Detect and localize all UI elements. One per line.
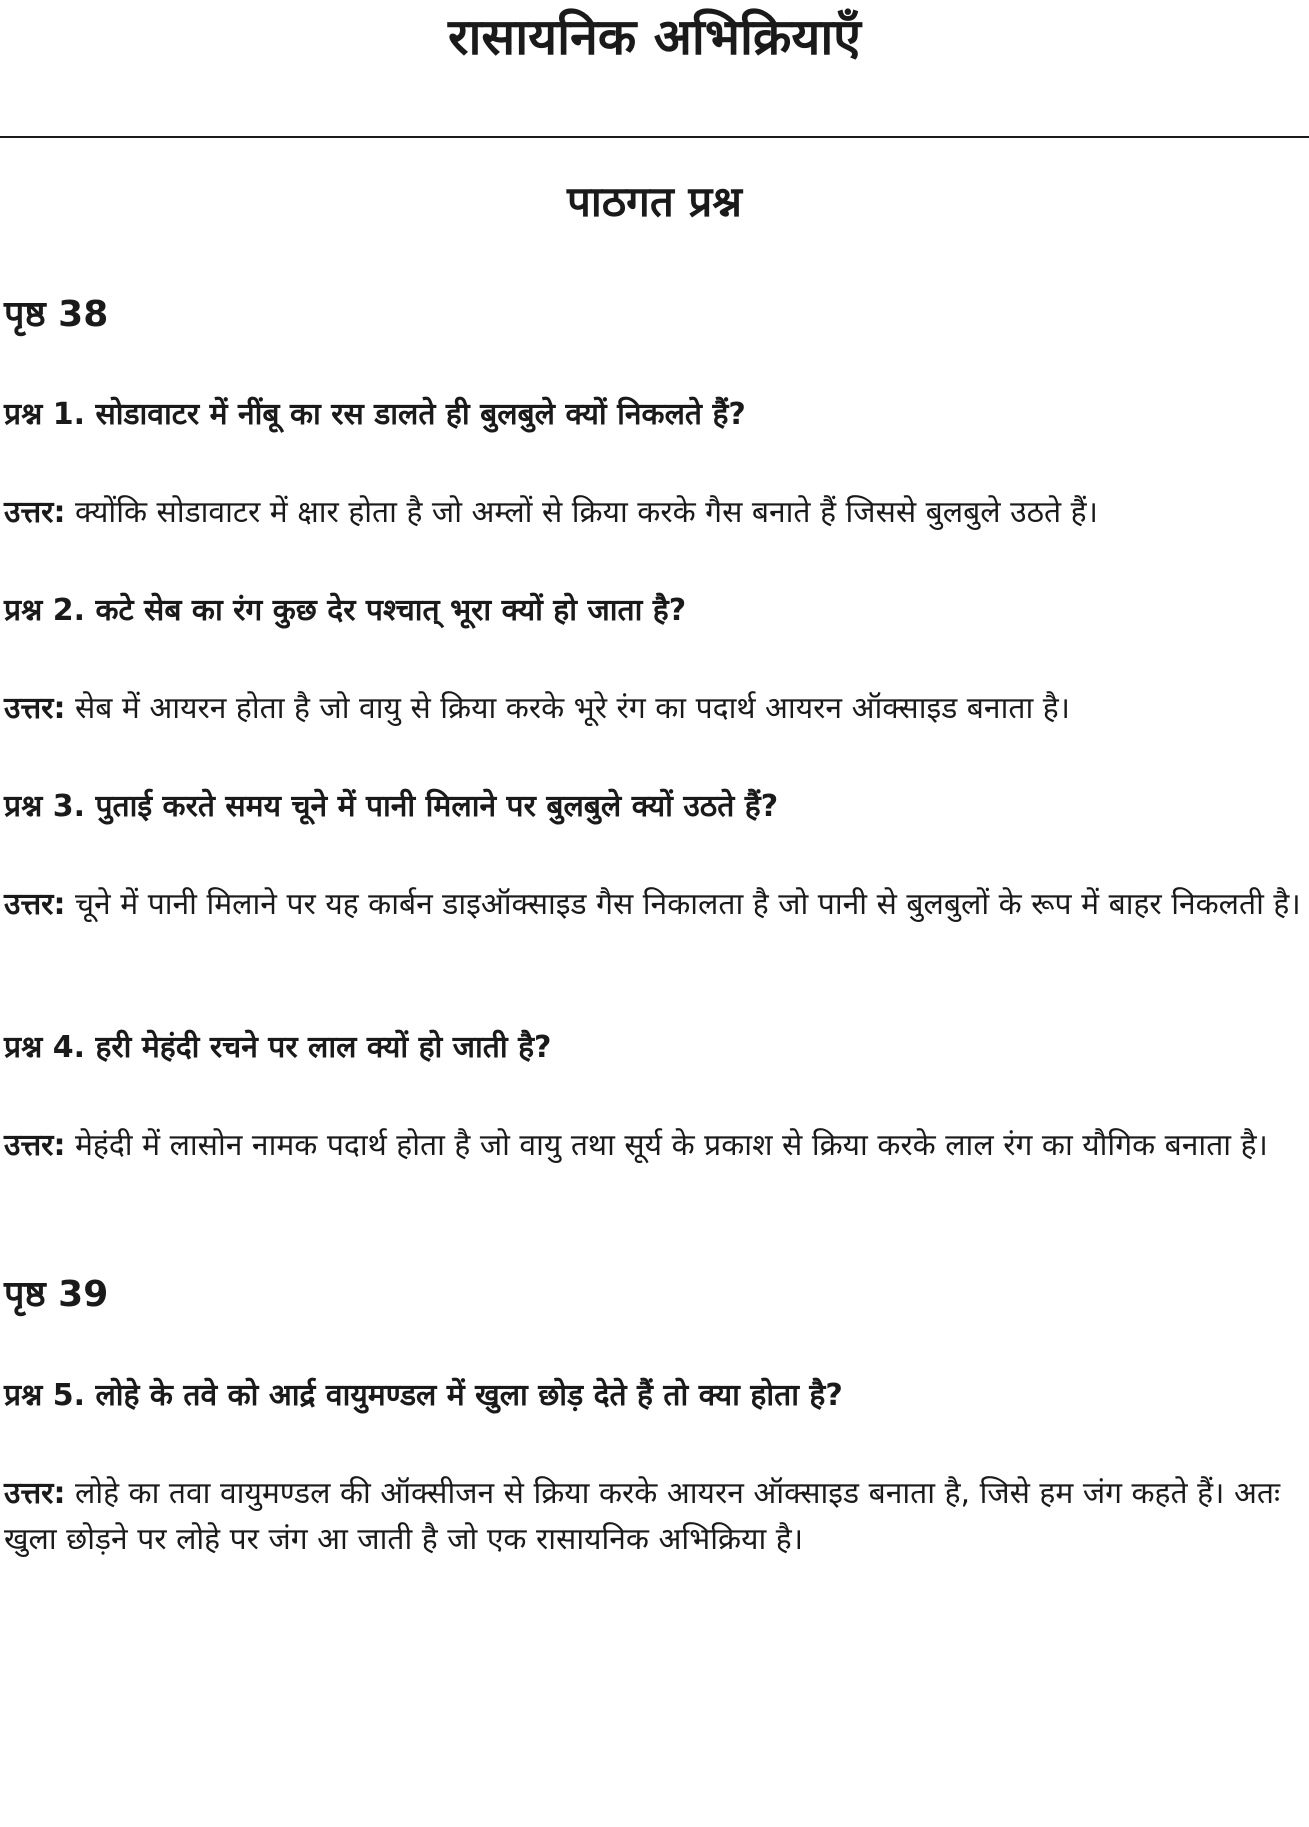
answer-text: क्योंकि सोडावाटर में क्षार होता है जो अम्लों से क्रिया करके गैस बनाते हैं जिससे बुलबुले उठते हैं। bbox=[74, 495, 1098, 530]
answer-label: उत्तर: bbox=[4, 1476, 66, 1511]
answer-label: उत्तर: bbox=[4, 495, 66, 530]
section-title: पाठगत प्रश्न bbox=[567, 177, 742, 226]
question: प्रश्न 1. सोडावाटर में नींबू का रस डालते ही बुलबुले क्यों निकलते हैं? bbox=[4, 397, 746, 432]
question: प्रश्न 5. लोहे के तवे को आर्द्र वायुमण्डल में खुला छोड़ देते हैं तो क्या होता है? bbox=[4, 1378, 843, 1413]
answer bbox=[4, 1471, 1304, 1563]
question: प्रश्न 2. कटे सेब का रंग कुछ देर पश्चात् भूरा क्यों हो जाता है? bbox=[4, 593, 687, 628]
answer-text: सेब में आयरन होता है जो वायु से क्रिया करके भूरे रंग का पदार्थ आयरन ऑक्साइड बनाता है। bbox=[74, 691, 1071, 726]
question: प्रश्न 4. हरी मेहंदी रचने पर लाल क्यों हो जाती है? bbox=[4, 1030, 552, 1065]
answer-text: चूने में पानी मिलाने पर यह कार्बन डाइऑक्साइड गैस निकालता है जो पानी से बुलबुलों के रूप में बाहर निकलती है। bbox=[74, 887, 1301, 922]
answer-label: उत्तर: bbox=[4, 1128, 66, 1163]
answer bbox=[4, 686, 1304, 732]
question: प्रश्न 3. पुताई करते समय चूने में पानी मिलाने पर बुलबुले क्यों उठते हैं? bbox=[4, 789, 779, 824]
title-divider bbox=[0, 136, 1309, 138]
answer-label: उत्तर: bbox=[4, 691, 66, 726]
answer bbox=[4, 490, 1304, 536]
document-title: रासायनिक अभिक्रियाएँ bbox=[448, 8, 861, 66]
page-heading: पृष्ठ 39 bbox=[4, 1274, 109, 1315]
answer-text: लोहे का तवा वायुमण्डल की ऑक्सीजन से क्रिया करके आयरन ऑक्साइड बनाता है, जिसे हम जंग कहते हैं। अतः खुला छोड़ने पर लोहे पर जंग आ जाती है जो एक रासायनिक अभिक्रिया है। bbox=[4, 1476, 1281, 1557]
answer bbox=[4, 882, 1304, 928]
answer-label: उत्तर: bbox=[4, 887, 66, 922]
answer-text: मेहंदी में लासोन नामक पदार्थ होता है जो वायु तथा सूर्य के प्रकाश से क्रिया करके लाल रंग का यौगिक बनाता है। bbox=[74, 1128, 1268, 1163]
answer bbox=[4, 1123, 1304, 1169]
page-heading: पृष्ठ 38 bbox=[4, 294, 109, 335]
